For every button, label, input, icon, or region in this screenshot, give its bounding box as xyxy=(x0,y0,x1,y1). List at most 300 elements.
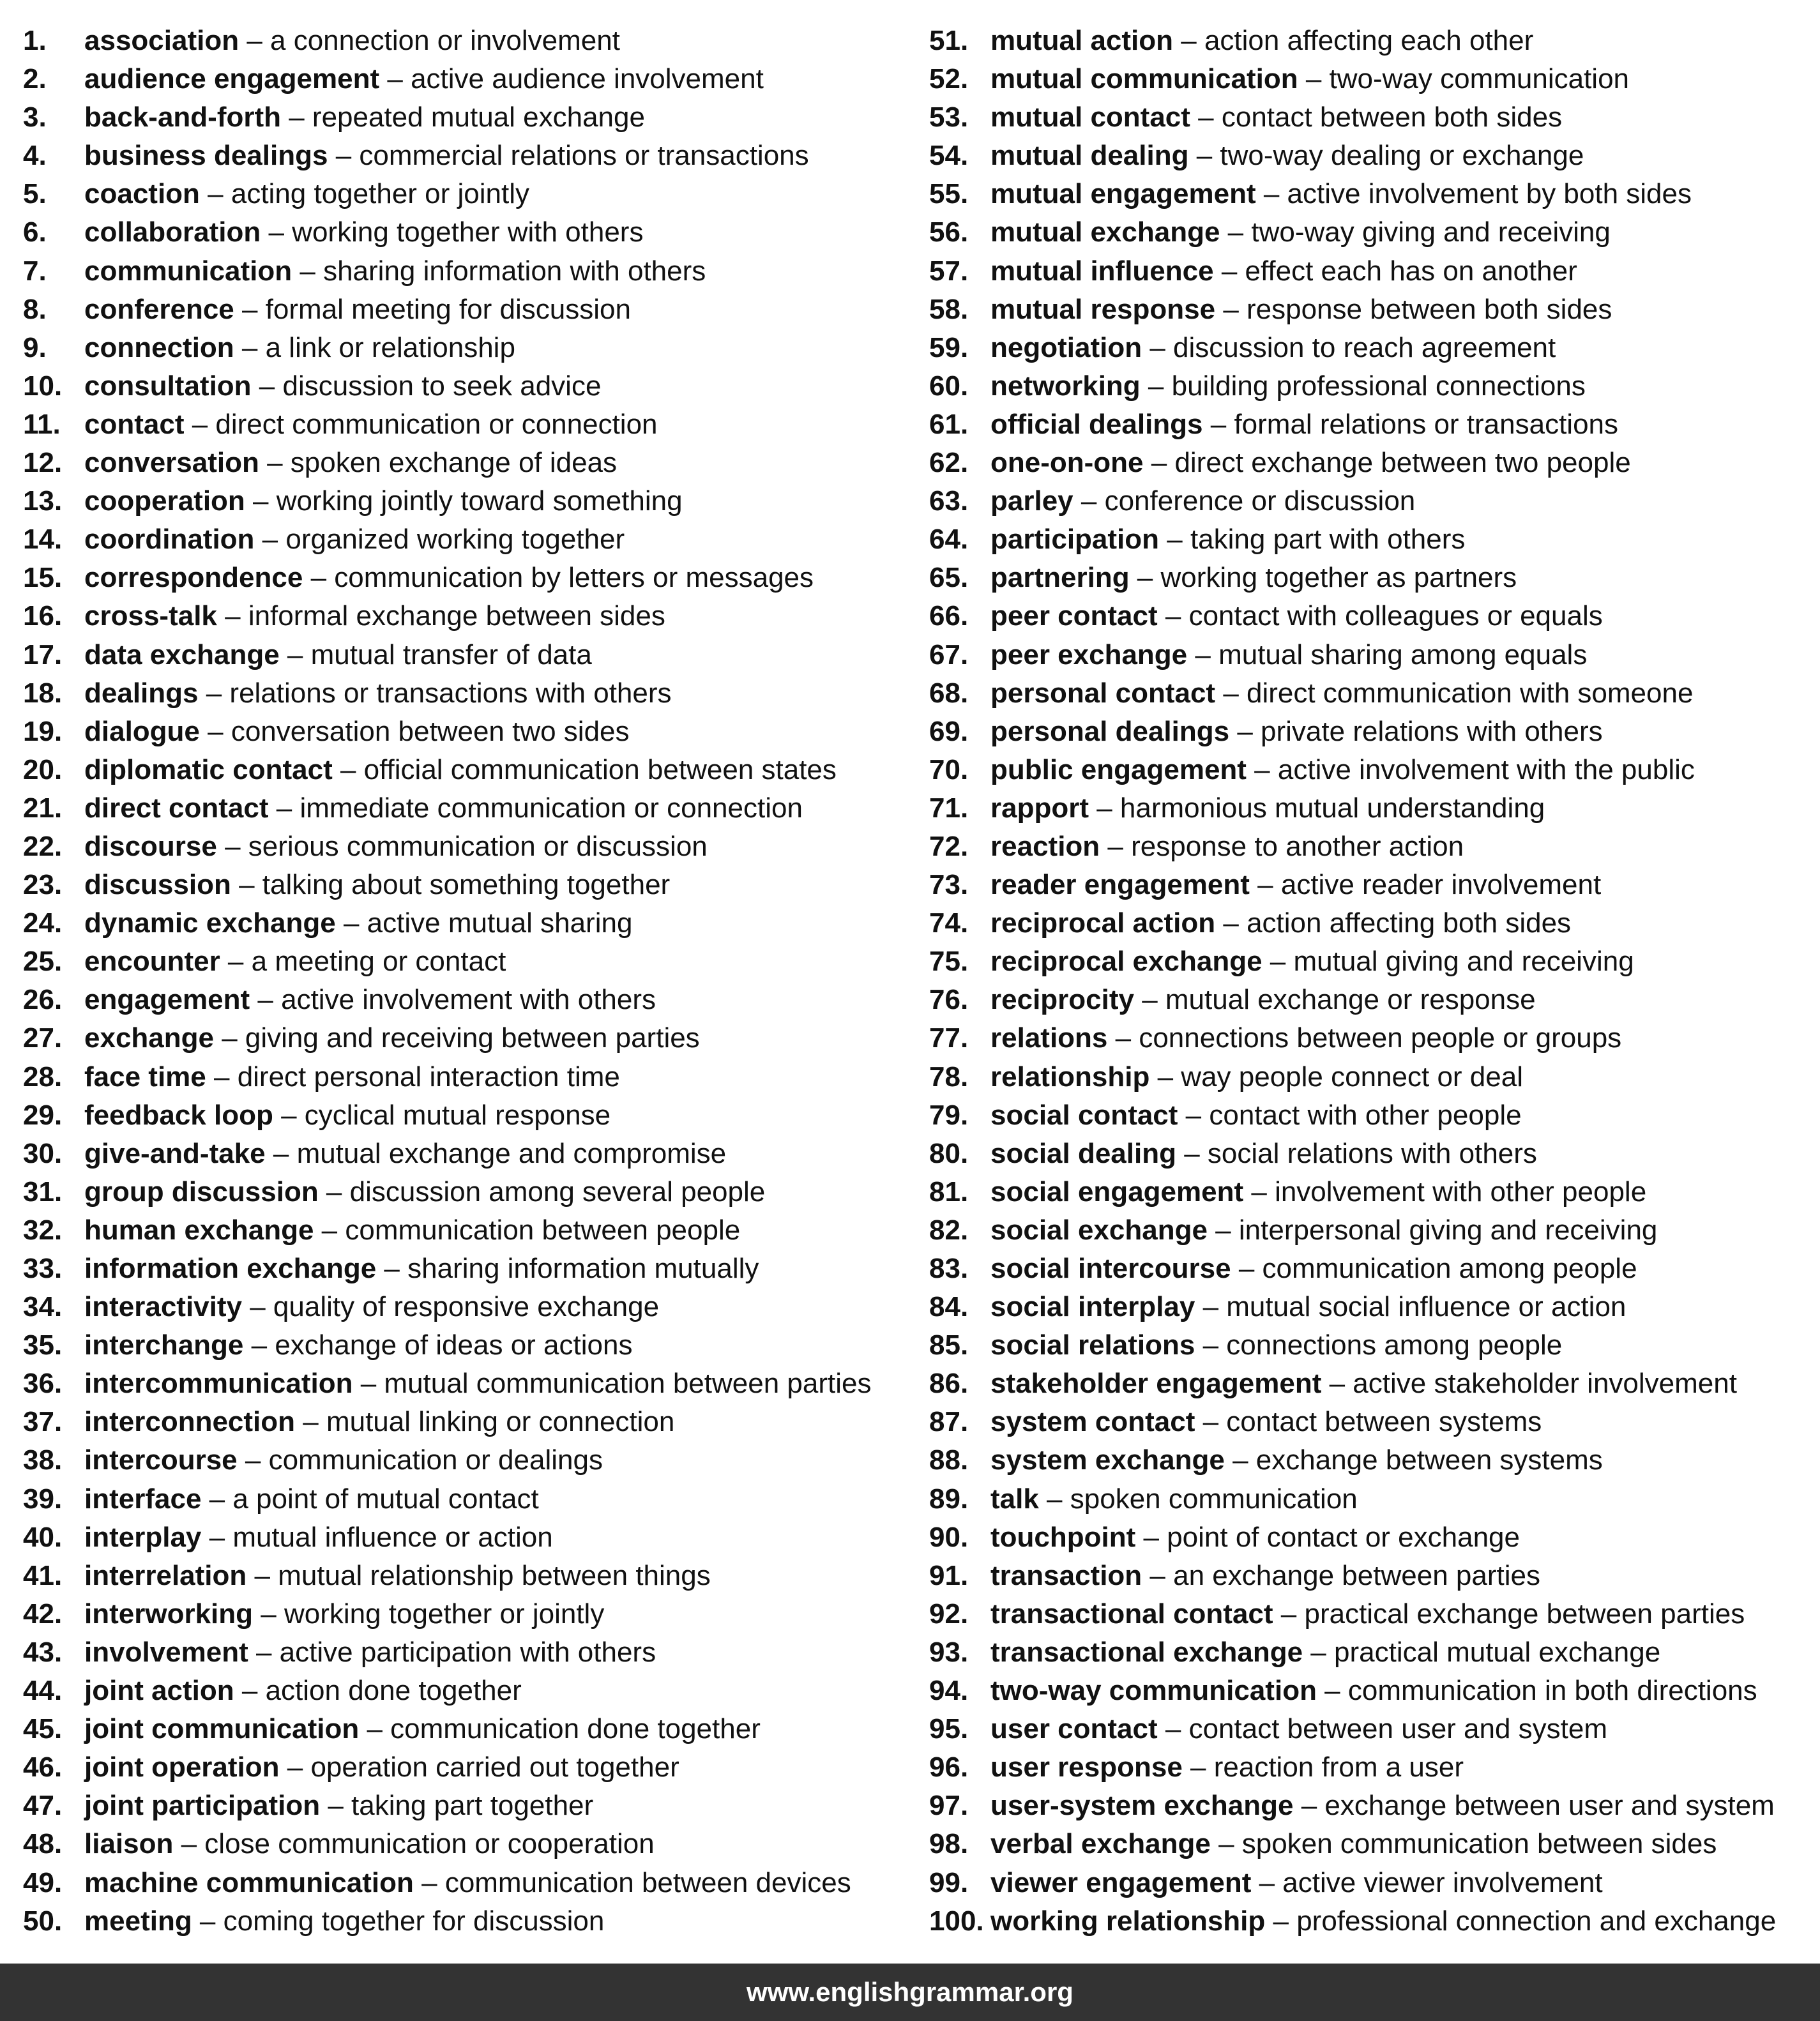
list-item xyxy=(929,1825,1820,1863)
list-item xyxy=(23,1288,930,1326)
item-term: group discussion xyxy=(84,1176,319,1207)
list-item xyxy=(929,1288,1820,1326)
item-definition: active participation with others xyxy=(279,1636,656,1668)
list-item xyxy=(23,213,930,252)
list-item xyxy=(929,1864,1820,1902)
item-separator: – xyxy=(213,1022,245,1054)
item-separator: – xyxy=(320,1790,352,1822)
item-separator: – xyxy=(1229,715,1261,747)
item-term: mutual exchange xyxy=(990,216,1220,248)
item-term: relationship xyxy=(990,1061,1150,1093)
item-number: 65. xyxy=(929,562,969,594)
item-number: 56. xyxy=(929,216,969,248)
item-separator: – xyxy=(1190,102,1222,133)
item-definition: practical exchange between parties xyxy=(1304,1598,1745,1630)
item-number: 69. xyxy=(929,715,969,747)
item-definition: action affecting both sides xyxy=(1247,907,1572,939)
item-definition: conversation between two sides xyxy=(231,715,630,747)
list-item xyxy=(929,482,1820,520)
item-definition: communication by letters or messages xyxy=(334,562,814,594)
list-item xyxy=(23,713,930,751)
item-number: 45. xyxy=(23,1713,63,1745)
word-list-right-column xyxy=(929,22,1820,1941)
item-separator: – xyxy=(250,984,282,1016)
list-item xyxy=(929,1480,1820,1518)
item-number: 88. xyxy=(929,1444,969,1476)
item-definition: formal meeting for discussion xyxy=(265,293,631,325)
item-term: working relationship xyxy=(990,1905,1266,1937)
item-term: reciprocal action xyxy=(990,907,1216,939)
item-number: 75. xyxy=(929,946,969,978)
item-separator: – xyxy=(335,907,367,939)
item-definition: spoken communication xyxy=(1070,1483,1358,1515)
item-term: personal contact xyxy=(990,677,1216,709)
list-item xyxy=(929,98,1820,137)
item-number: 29. xyxy=(23,1099,63,1131)
item-separator: – xyxy=(1157,1713,1189,1745)
item-number: 18. xyxy=(23,677,63,709)
item-number: 41. xyxy=(23,1559,63,1591)
item-separator: – xyxy=(359,1713,391,1745)
list-item xyxy=(23,674,930,713)
item-separator: – xyxy=(220,946,252,978)
item-number: 34. xyxy=(23,1291,63,1323)
item-number: 33. xyxy=(23,1253,63,1284)
list-item xyxy=(929,60,1820,98)
item-term: dynamic exchange xyxy=(84,907,336,939)
item-term: human exchange xyxy=(84,1214,314,1246)
item-definition: active viewer involvement xyxy=(1282,1866,1603,1898)
item-definition: communication between people xyxy=(345,1214,741,1246)
list-item xyxy=(23,1403,930,1441)
item-separator: – xyxy=(241,1291,273,1323)
item-number: 23. xyxy=(23,869,63,901)
item-definition: acting together or jointly xyxy=(231,178,529,210)
item-separator: – xyxy=(234,293,266,325)
item-number: 94. xyxy=(929,1675,969,1707)
item-term: mutual dealing xyxy=(990,140,1189,172)
item-number: 66. xyxy=(929,600,969,632)
list-item xyxy=(23,1019,930,1057)
item-number: 42. xyxy=(23,1598,63,1630)
item-separator: – xyxy=(198,677,230,709)
item-term: audience engagement xyxy=(84,63,380,95)
list-item xyxy=(23,1365,930,1403)
item-term: exchange xyxy=(84,1022,214,1054)
item-separator: – xyxy=(1202,408,1234,440)
item-number: 36. xyxy=(23,1368,63,1400)
item-number: 72. xyxy=(929,830,969,862)
item-number: 43. xyxy=(23,1636,63,1668)
item-separator: – xyxy=(1159,524,1190,556)
item-number: 22. xyxy=(23,830,63,862)
item-number: 2. xyxy=(23,63,47,95)
item-term: mutual response xyxy=(990,293,1216,325)
item-term: official dealings xyxy=(990,408,1203,440)
item-separator: – xyxy=(1207,1214,1239,1246)
item-definition: informal exchange between sides xyxy=(248,600,665,632)
item-separator: – xyxy=(318,1176,350,1207)
item-separator: – xyxy=(265,1137,297,1169)
item-term: interrelation xyxy=(84,1559,247,1591)
item-term: business dealings xyxy=(84,140,328,172)
item-term: social interplay xyxy=(990,1291,1195,1323)
list-item xyxy=(23,1825,930,1863)
item-definition: involvement with other people xyxy=(1275,1176,1647,1207)
item-definition: contact between systems xyxy=(1226,1406,1542,1438)
item-definition: action done together xyxy=(265,1675,522,1707)
item-term: meeting xyxy=(84,1905,192,1937)
list-item xyxy=(929,1326,1820,1365)
item-separator: – xyxy=(332,753,364,785)
list-item xyxy=(23,597,930,635)
list-item xyxy=(23,866,930,904)
item-number: 82. xyxy=(929,1214,969,1246)
item-definition: connections among people xyxy=(1226,1329,1563,1361)
item-separator: – xyxy=(1188,140,1220,172)
item-separator: – xyxy=(1215,293,1247,325)
item-number: 8. xyxy=(23,293,47,325)
list-item xyxy=(23,1096,930,1135)
item-number: 38. xyxy=(23,1444,63,1476)
list-item xyxy=(929,636,1820,674)
item-separator: – xyxy=(1243,1176,1275,1207)
item-separator: – xyxy=(184,408,216,440)
list-item xyxy=(929,175,1820,213)
item-definition: two-way dealing or exchange xyxy=(1220,140,1584,172)
item-definition: communication among people xyxy=(1262,1253,1637,1284)
list-item xyxy=(23,520,930,559)
item-separator: – xyxy=(1143,447,1175,479)
list-item xyxy=(929,674,1820,713)
item-term: face time xyxy=(84,1061,206,1093)
item-number: 11. xyxy=(23,408,61,440)
item-definition: active reader involvement xyxy=(1280,869,1602,901)
item-number: 93. xyxy=(929,1636,969,1668)
item-number: 58. xyxy=(929,293,969,325)
item-term: social intercourse xyxy=(990,1253,1231,1284)
item-separator: – xyxy=(273,1099,305,1131)
item-separator: – xyxy=(246,1559,278,1591)
item-term: consultation xyxy=(84,370,252,402)
item-separator: – xyxy=(199,715,231,747)
list-item xyxy=(23,98,930,137)
item-term: association xyxy=(84,25,239,56)
item-separator: – xyxy=(231,869,262,901)
item-definition: exchange between user and system xyxy=(1324,1790,1775,1822)
list-item xyxy=(23,405,930,444)
list-item xyxy=(929,789,1820,828)
item-term: dealings xyxy=(84,677,199,709)
list-item xyxy=(23,1787,930,1825)
item-definition: taking part with others xyxy=(1190,524,1466,556)
item-separator: – xyxy=(1220,216,1252,248)
item-separator: – xyxy=(1073,485,1105,517)
item-term: reaction xyxy=(990,830,1100,862)
item-term: cooperation xyxy=(84,485,245,517)
item-term: coaction xyxy=(84,178,200,210)
item-term: reciprocal exchange xyxy=(990,946,1263,978)
item-separator: – xyxy=(1262,946,1294,978)
item-separator: – xyxy=(1303,1636,1334,1668)
item-number: 60. xyxy=(929,370,969,402)
item-term: relations xyxy=(990,1022,1108,1054)
item-definition: communication or dealings xyxy=(268,1444,603,1476)
list-item xyxy=(23,559,930,597)
item-term: social dealing xyxy=(990,1137,1176,1169)
item-separator: – xyxy=(1321,1368,1353,1400)
item-term: negotiation xyxy=(990,331,1142,363)
item-term: conversation xyxy=(84,447,259,479)
list-item xyxy=(929,367,1820,405)
item-term: viewer engagement xyxy=(990,1866,1252,1898)
item-number: 92. xyxy=(929,1598,969,1630)
item-definition: mutual communication between parties xyxy=(384,1368,872,1400)
item-definition: mutual exchange and compromise xyxy=(296,1137,727,1169)
item-separator: – xyxy=(237,1444,269,1476)
item-term: joint communication xyxy=(84,1713,360,1745)
item-term: transactional contact xyxy=(990,1598,1273,1630)
list-item xyxy=(23,1135,930,1173)
item-definition: mutual sharing among equals xyxy=(1218,639,1588,670)
item-number: 71. xyxy=(929,792,969,824)
item-number: 62. xyxy=(929,447,969,479)
item-number: 13. xyxy=(23,485,63,517)
item-number: 80. xyxy=(929,1137,969,1169)
item-number: 57. xyxy=(929,255,969,287)
item-separator: – xyxy=(328,140,360,172)
item-separator: – xyxy=(353,1368,384,1400)
item-term: social contact xyxy=(990,1099,1178,1131)
item-separator: – xyxy=(216,600,248,632)
item-definition: contact with other people xyxy=(1209,1099,1522,1131)
list-item xyxy=(929,1518,1820,1557)
item-number: 73. xyxy=(929,869,969,901)
item-separator: – xyxy=(268,792,300,824)
list-item xyxy=(23,291,930,329)
item-term: involvement xyxy=(84,1636,248,1668)
item-term: transactional exchange xyxy=(990,1636,1303,1668)
item-separator: – xyxy=(1107,1022,1139,1054)
item-separator: – xyxy=(1100,830,1132,862)
item-definition: active audience involvement xyxy=(411,63,764,95)
list-item xyxy=(929,1019,1820,1057)
item-separator: – xyxy=(1129,562,1161,594)
item-number: 79. xyxy=(929,1099,969,1131)
list-item xyxy=(23,22,930,60)
list-item xyxy=(23,1480,930,1518)
item-term: rapport xyxy=(990,792,1089,824)
item-term: talk xyxy=(990,1483,1039,1515)
item-definition: a connection or involvement xyxy=(270,25,620,56)
item-definition: operation carried out together xyxy=(310,1752,679,1783)
list-item xyxy=(23,1557,930,1595)
item-term: liaison xyxy=(84,1828,174,1860)
item-separator: – xyxy=(379,63,411,95)
list-item xyxy=(23,1326,930,1365)
item-term: peer exchange xyxy=(990,639,1188,670)
item-separator: – xyxy=(239,25,271,56)
item-term: diplomatic contact xyxy=(84,753,333,785)
item-term: participation xyxy=(990,524,1160,556)
item-number: 16. xyxy=(23,600,63,632)
item-number: 50. xyxy=(23,1905,63,1937)
item-number: 32. xyxy=(23,1214,63,1246)
list-item xyxy=(929,1672,1820,1710)
item-separator: – xyxy=(1038,1483,1070,1515)
item-term: communication xyxy=(84,255,292,287)
item-term: interactivity xyxy=(84,1291,242,1323)
list-item xyxy=(929,1441,1820,1480)
item-definition: response to another action xyxy=(1131,830,1464,862)
item-number: 95. xyxy=(929,1713,969,1745)
item-term: transaction xyxy=(990,1559,1142,1591)
item-definition: two-way communication xyxy=(1329,63,1630,95)
item-definition: direct personal interaction time xyxy=(237,1061,620,1093)
list-item xyxy=(23,1211,930,1250)
item-definition: communication in both directions xyxy=(1347,1675,1757,1707)
list-item xyxy=(929,520,1820,559)
list-item xyxy=(929,828,1820,866)
item-definition: direct communication with someone xyxy=(1247,677,1694,709)
item-number: 67. xyxy=(929,639,969,670)
list-item xyxy=(23,1710,930,1748)
item-definition: action affecting each other xyxy=(1204,25,1534,56)
item-term: system exchange xyxy=(990,1444,1225,1476)
list-item xyxy=(929,866,1820,904)
item-definition: a meeting or contact xyxy=(251,946,506,978)
list-item xyxy=(929,981,1820,1019)
item-term: social exchange xyxy=(990,1214,1208,1246)
item-definition: an exchange between parties xyxy=(1173,1559,1540,1591)
item-term: back-and-forth xyxy=(84,102,281,133)
item-term: mutual engagement xyxy=(990,178,1256,210)
list-item xyxy=(23,252,930,291)
item-definition: active mutual sharing xyxy=(367,907,633,939)
item-term: give-and-take xyxy=(84,1137,266,1169)
item-term: intercourse xyxy=(84,1444,238,1476)
item-term: joint action xyxy=(84,1675,234,1707)
item-separator: – xyxy=(281,102,312,133)
list-item xyxy=(23,1633,930,1672)
item-definition: mutual social influence or action xyxy=(1226,1291,1627,1323)
list-item xyxy=(23,329,930,367)
list-item xyxy=(929,1787,1820,1825)
item-separator: – xyxy=(1182,1752,1214,1783)
list-item xyxy=(23,1518,930,1557)
item-number: 40. xyxy=(23,1521,63,1553)
list-item xyxy=(929,22,1820,60)
list-item xyxy=(23,1748,930,1787)
item-separator: – xyxy=(1265,1905,1297,1937)
list-item xyxy=(23,175,930,213)
item-separator: – xyxy=(234,331,266,363)
item-number: 37. xyxy=(23,1406,63,1438)
item-term: discussion xyxy=(84,869,231,901)
item-number: 64. xyxy=(929,524,969,556)
item-number: 52. xyxy=(929,63,969,95)
item-separator: – xyxy=(1224,1444,1256,1476)
item-number: 97. xyxy=(929,1790,969,1822)
item-definition: cyclical mutual response xyxy=(304,1099,611,1131)
item-separator: – xyxy=(303,562,335,594)
item-definition: practical mutual exchange xyxy=(1334,1636,1661,1668)
item-number: 48. xyxy=(23,1828,63,1860)
item-separator: – xyxy=(254,524,286,556)
item-number: 39. xyxy=(23,1483,63,1515)
list-item xyxy=(929,1173,1820,1211)
list-item xyxy=(929,597,1820,635)
item-number: 31. xyxy=(23,1176,63,1207)
item-term: intercommunication xyxy=(84,1368,353,1400)
item-definition: relations or transactions with others xyxy=(229,677,672,709)
item-definition: exchange of ideas or actions xyxy=(275,1329,633,1361)
list-item xyxy=(23,1441,930,1480)
item-definition: spoken communication between sides xyxy=(1241,1828,1717,1860)
list-item xyxy=(929,1748,1820,1787)
item-definition: way people connect or deal xyxy=(1181,1061,1523,1093)
list-item xyxy=(929,1633,1820,1672)
item-number: 35. xyxy=(23,1329,63,1361)
list-item xyxy=(929,559,1820,597)
item-term: system contact xyxy=(990,1406,1195,1438)
item-separator: – xyxy=(259,447,291,479)
item-definition: serious communication or discussion xyxy=(248,830,708,862)
item-number: 84. xyxy=(929,1291,969,1323)
item-definition: discussion among several people xyxy=(349,1176,766,1207)
item-definition: mutual giving and receiving xyxy=(1293,946,1634,978)
item-number: 44. xyxy=(23,1675,63,1707)
item-definition: interpersonal giving and receiving xyxy=(1238,1214,1658,1246)
item-separator: – xyxy=(1135,1521,1167,1553)
item-separator: – xyxy=(1231,1253,1263,1284)
item-number: 3. xyxy=(23,102,47,133)
item-term: personal dealings xyxy=(990,715,1230,747)
item-definition: discussion to reach agreement xyxy=(1173,331,1556,363)
item-term: reader engagement xyxy=(990,869,1250,901)
item-term: discourse xyxy=(84,830,217,862)
item-number: 51. xyxy=(929,25,969,56)
item-definition: private relations with others xyxy=(1261,715,1603,747)
list-item xyxy=(929,1557,1820,1595)
list-item xyxy=(23,904,930,942)
list-item xyxy=(929,1135,1820,1173)
list-item xyxy=(929,1250,1820,1288)
item-number: 49. xyxy=(23,1866,63,1898)
item-term: mutual communication xyxy=(990,63,1298,95)
item-number: 15. xyxy=(23,562,63,594)
item-number: 90. xyxy=(929,1521,969,1553)
item-definition: formal relations or transactions xyxy=(1234,408,1619,440)
item-number: 100. xyxy=(929,1905,984,1937)
item-number: 24. xyxy=(23,907,63,939)
item-term: connection xyxy=(84,331,234,363)
item-number: 26. xyxy=(23,984,63,1016)
item-definition: direct communication or connection xyxy=(215,408,658,440)
item-definition: working together as partners xyxy=(1160,562,1517,594)
list-item xyxy=(929,291,1820,329)
item-number: 14. xyxy=(23,524,63,556)
list-item xyxy=(929,137,1820,175)
footer-url[interactable]: www.englishgrammar.org xyxy=(747,1977,1073,2007)
list-item xyxy=(23,789,930,828)
item-number: 4. xyxy=(23,140,47,172)
item-definition: sharing information with others xyxy=(323,255,706,287)
item-term: peer contact xyxy=(990,600,1158,632)
item-number: 20. xyxy=(23,753,63,785)
list-item xyxy=(23,1864,930,1902)
item-number: 6. xyxy=(23,216,47,248)
